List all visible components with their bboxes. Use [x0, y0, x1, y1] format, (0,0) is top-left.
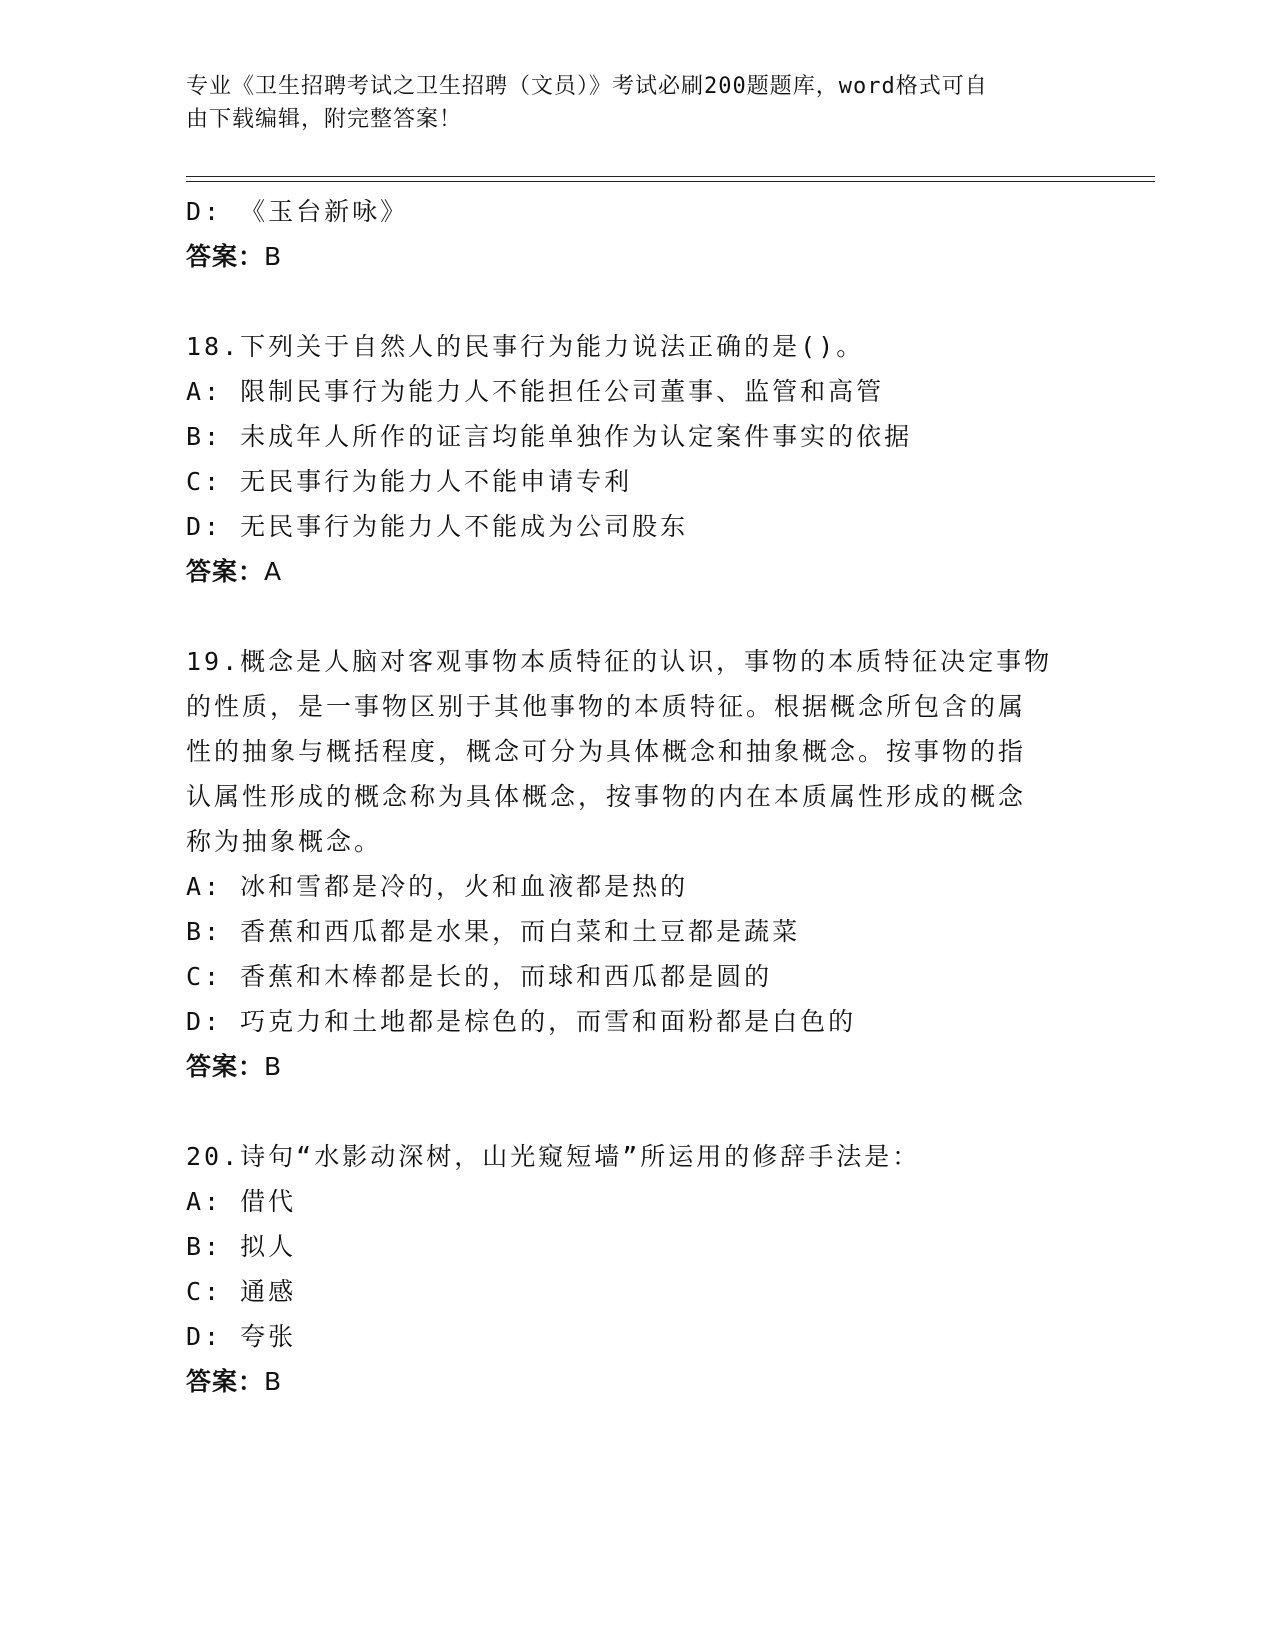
answer-value: B	[264, 1052, 283, 1081]
question-stem: 18.下列关于自然人的民事行为能力说法正确的是()。	[186, 332, 865, 361]
answer-value: A	[264, 557, 283, 586]
header-divider-top	[186, 176, 1155, 177]
option-d: D: 无民事行为能力人不能成为公司股东	[186, 512, 689, 541]
option-a: A: 冰和雪都是冷的，火和血液都是热的	[186, 872, 689, 901]
question-19	[186, 639, 1086, 1089]
answer-value: B	[264, 242, 283, 271]
option-b: B: 拟人	[186, 1232, 297, 1261]
option-a: A: 限制民事行为能力人不能担任公司董事、监管和高管	[186, 377, 885, 406]
answer-label: 答案：	[186, 557, 265, 586]
answer-label: 答案：	[186, 1367, 265, 1396]
option-d: D: 夸张	[186, 1322, 297, 1351]
option-a: A: 借代	[186, 1187, 297, 1216]
stem-line: 认属性形成的概念称为具体概念，按事物的内在本质属性形成的概念	[186, 782, 1027, 811]
answer-line	[186, 1359, 1086, 1404]
previous-question-tail	[186, 189, 1086, 279]
spacer	[186, 1089, 1086, 1134]
question-stem: 20.诗句“水影动深树，山光窥短墙”所运用的修辞手法是：	[186, 1142, 921, 1171]
question-20	[186, 1134, 1086, 1404]
option-c: C: 香蕉和木棒都是长的，而球和西瓜都是圆的	[186, 962, 773, 991]
option-c: C: 通感	[186, 1277, 297, 1306]
stem-line: 性的抽象与概括程度，概念可分为具体概念和抽象概念。按事物的指	[186, 737, 1027, 766]
document-body	[186, 189, 1086, 1404]
answer-value: B	[264, 1367, 283, 1396]
option-b: B: 未成年人所作的证言均能单独作为认定案件事实的依据	[186, 422, 913, 451]
spacer	[186, 594, 1086, 639]
stem-line: 称为抽象概念。	[186, 827, 383, 856]
question-18	[186, 324, 1086, 594]
option-b: B: 香蕉和西瓜都是水果，而白菜和土豆都是蔬菜	[186, 917, 801, 946]
option-d: D: 《玉台新咏》	[186, 197, 409, 226]
answer-line	[186, 234, 1086, 279]
answer-label: 答案：	[186, 242, 265, 271]
stem-line: 的性质，是一事物区别于其他事物的本质特征。根据概念所包含的属	[186, 692, 1027, 721]
answer-label: 答案：	[186, 1052, 265, 1081]
spacer	[186, 279, 1086, 324]
header-divider-bottom	[186, 181, 1155, 182]
stem-line: 19.概念是人脑对客观事物本质特征的认识，事物的本质特征决定事物	[186, 647, 1053, 676]
option-d: D: 巧克力和土地都是棕色的，而雪和面粉都是白色的	[186, 1007, 857, 1036]
question-stem	[186, 639, 1086, 864]
answer-line	[186, 549, 1086, 594]
header-line-1: 专业《卫生招聘考试之卫生招聘（文员）》考试必刷200题题库，word格式可自	[186, 74, 988, 99]
answer-line	[186, 1044, 1086, 1089]
document-header	[186, 70, 1086, 136]
option-c: C: 无民事行为能力人不能申请专利	[186, 467, 633, 496]
header-line-2: 由下载编辑，附完整答案！	[186, 107, 463, 132]
